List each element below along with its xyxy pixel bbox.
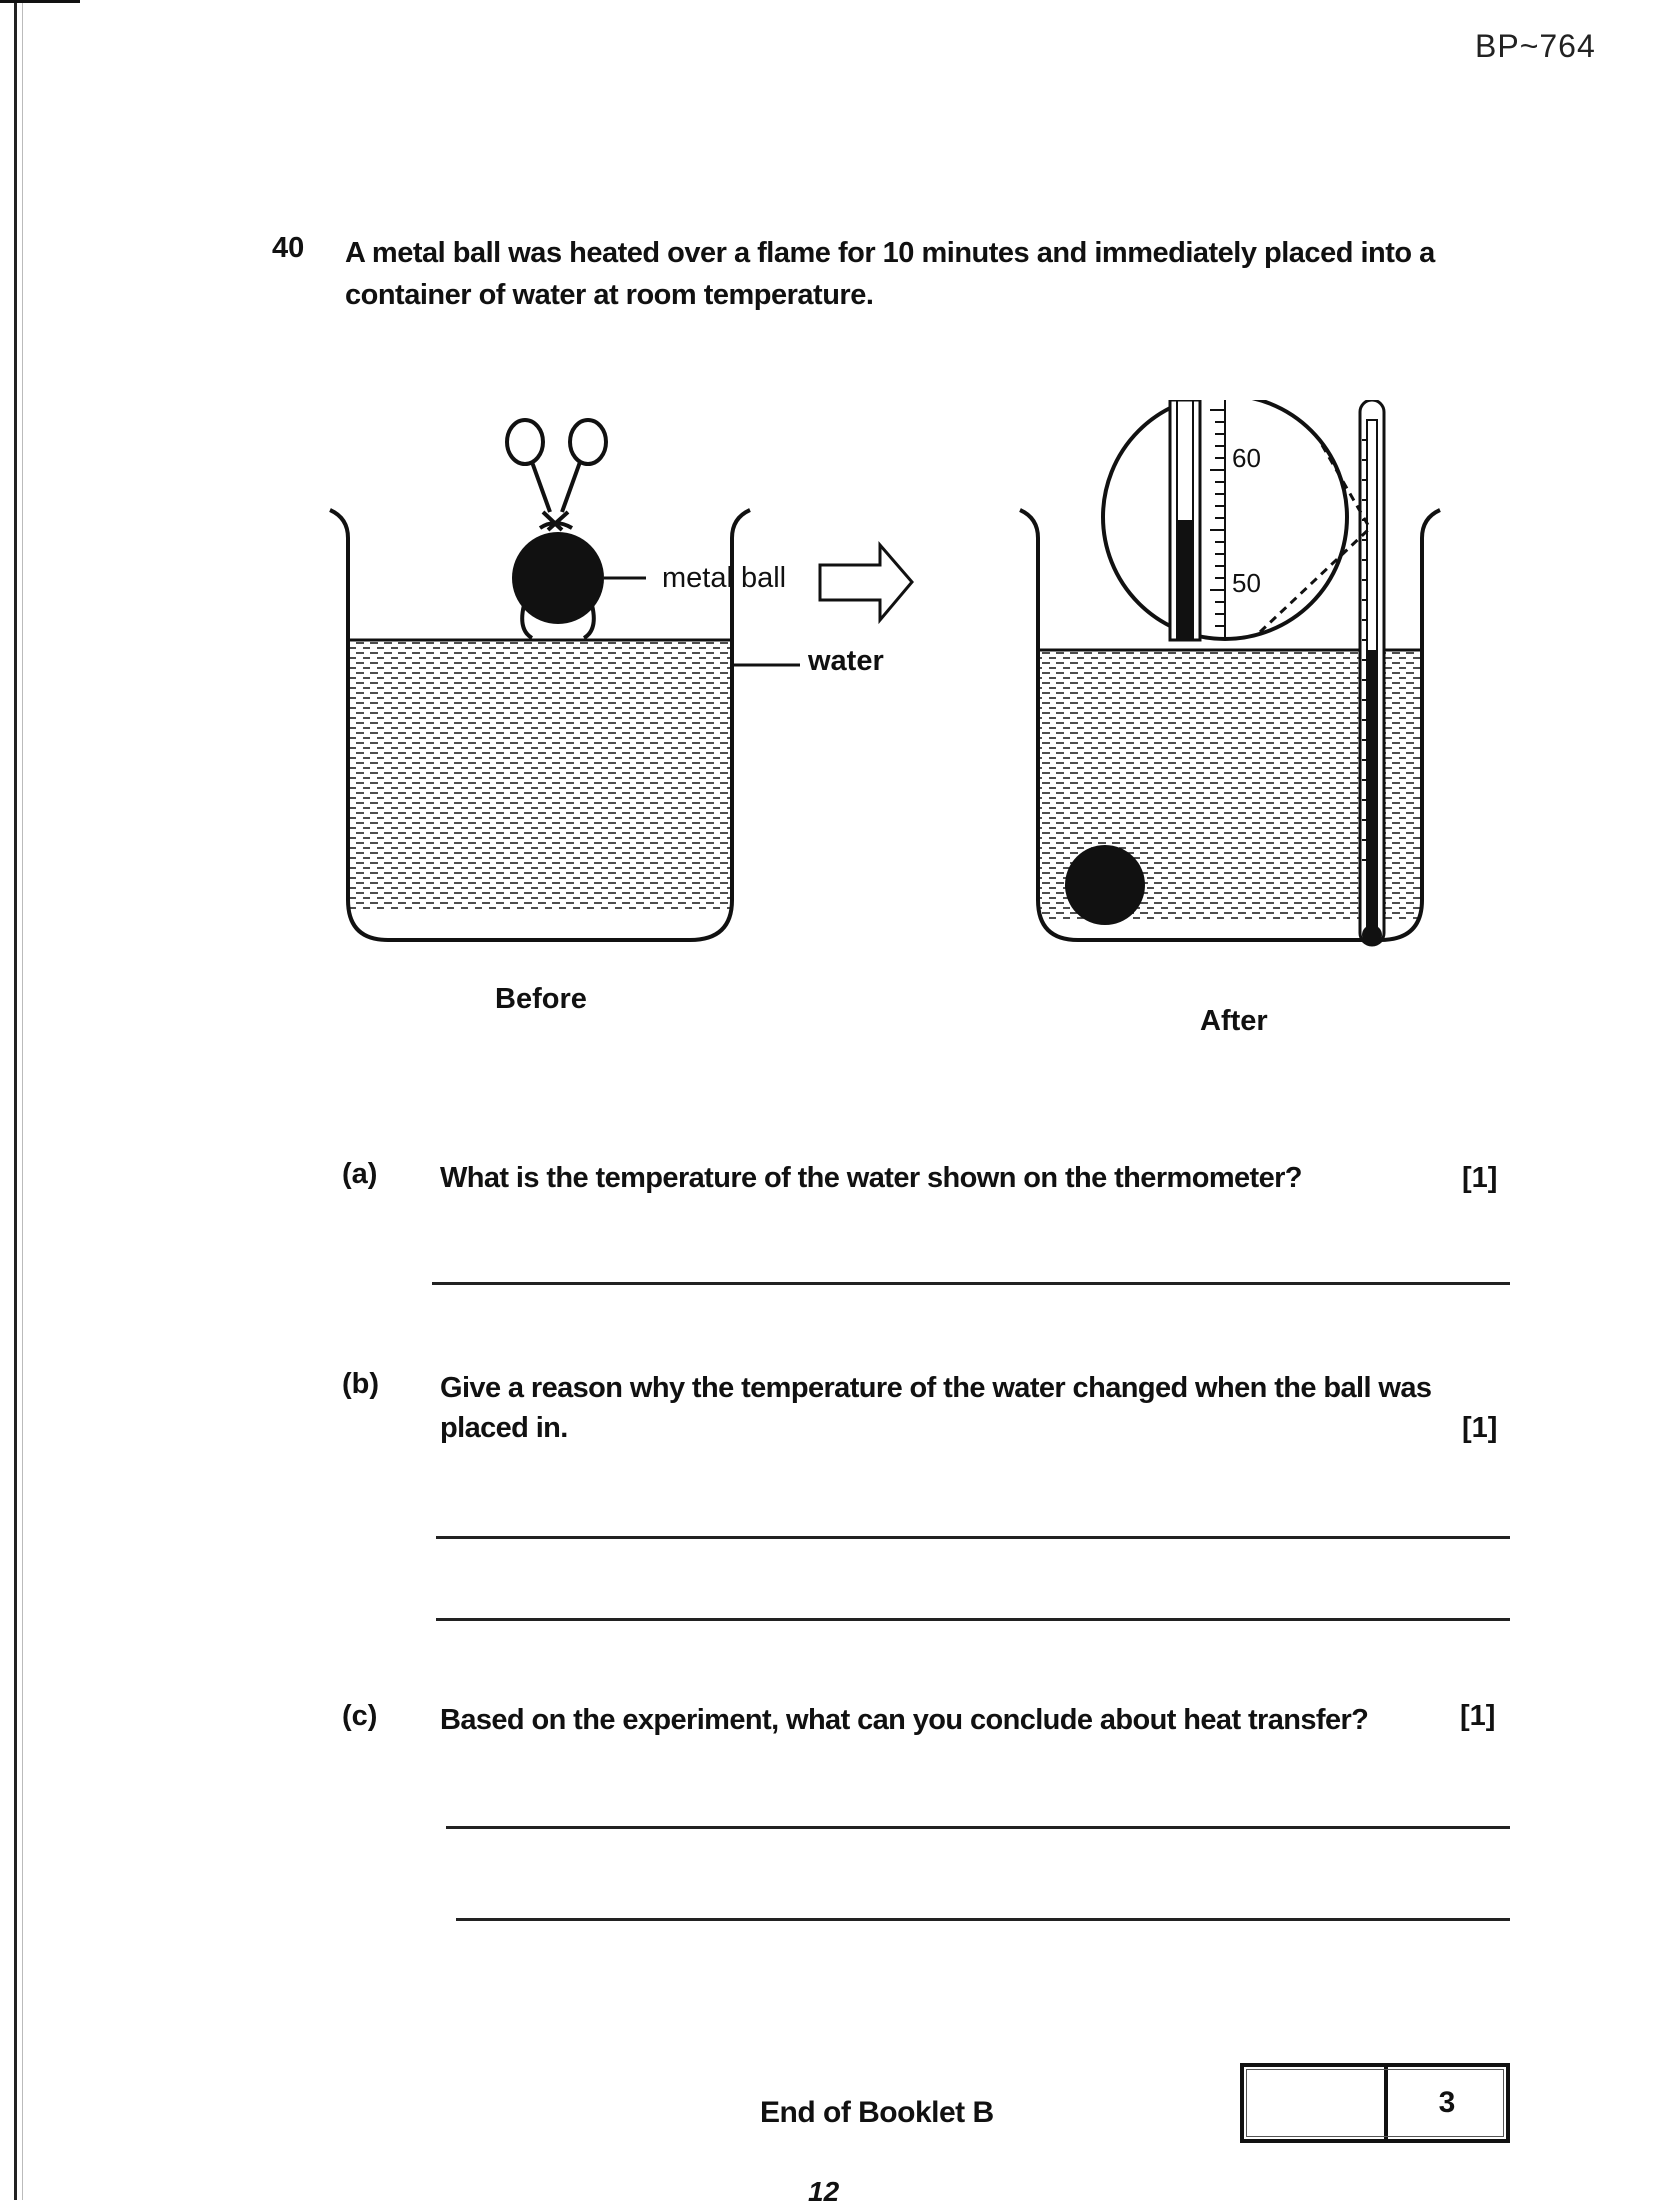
part-c-letter: (c) (342, 1700, 378, 1732)
part-a-text: What is the temperature of the water shown on the thermometer? (440, 1162, 1302, 1194)
part-c-text: Based on the experiment, what can you conclude about heat transfer? (440, 1704, 1369, 1736)
page-number: 12 (808, 2176, 840, 2207)
part-a-marks: [1] (1462, 1162, 1498, 1194)
thermometer-icon (1360, 400, 1384, 945)
end-of-booklet-text: End of Booklet B (760, 2096, 994, 2129)
part-c-marks: [1] (1460, 1700, 1496, 1732)
part-a-answer-line[interactable] (432, 1282, 1510, 1285)
part-b-answer-line-2[interactable] (436, 1618, 1510, 1621)
paper-code: BP~764 (1475, 28, 1596, 64)
left-margin-rule-thin (22, 0, 23, 2200)
top-corner-mark (0, 0, 80, 3)
score-box (1240, 2063, 1510, 2143)
part-b-letter: (b) (342, 1368, 380, 1400)
scale-label-60: 60 (1232, 443, 1261, 473)
part-c-answer-line-1[interactable] (446, 1826, 1510, 1829)
score-cell-empty[interactable] (1244, 2067, 1388, 2139)
metal-ball-in-water (1065, 845, 1145, 925)
tongs-icon (507, 420, 606, 530)
experiment-svg (300, 400, 1500, 1080)
part-b-answer-line-1[interactable] (436, 1536, 1510, 1539)
after-label: After (1200, 1005, 1268, 1037)
arrow-icon (820, 545, 912, 620)
left-margin-rule (14, 0, 17, 2200)
part-c-answer-line-2[interactable] (456, 1918, 1510, 1921)
question-text: A metal ball was heated over a flame for 10 minutes and immediately placed into a container of water at room temperature. (345, 237, 1435, 311)
scale-label-50: 50 (1232, 568, 1261, 598)
experiment-diagram (300, 400, 1500, 1085)
score-cell-value: 3 (1438, 2086, 1456, 2119)
metal-ball-label: metal ball (662, 562, 787, 594)
before-label: Before (495, 983, 587, 1015)
water-label: water (808, 645, 884, 677)
before-water (350, 640, 730, 910)
part-b-text: Give a reason why the temperature of the water changed when the ball was placed in. (440, 1372, 1432, 1444)
question-number: 40 (272, 232, 305, 264)
magnified-scale (1103, 400, 1347, 640)
part-a-letter: (a) (342, 1158, 378, 1190)
metal-ball-held (512, 532, 604, 624)
part-b-marks: [1] (1462, 1412, 1498, 1444)
